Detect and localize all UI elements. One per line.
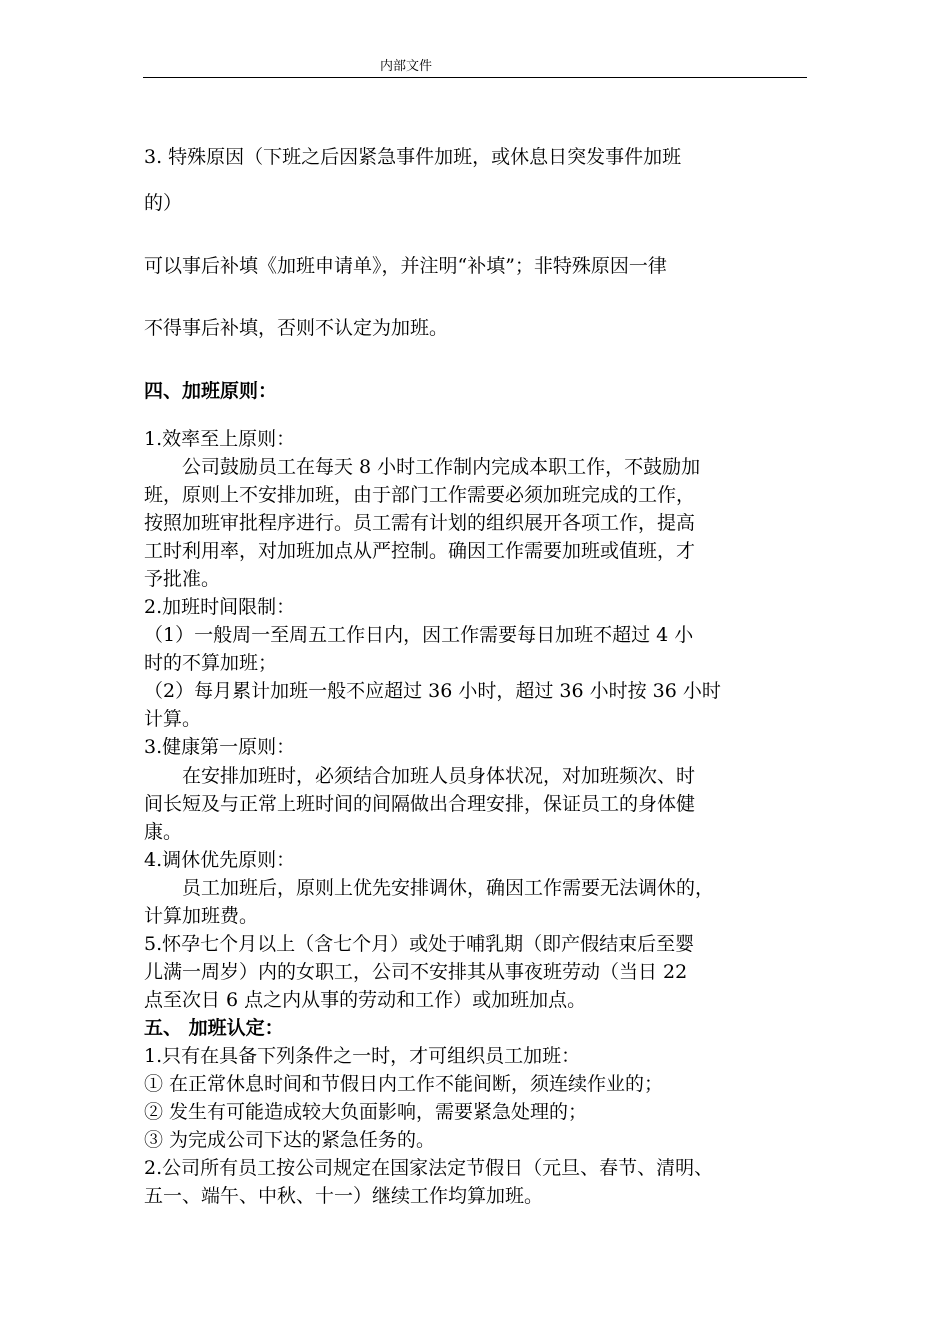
header-label: 内部文件 [380,59,433,74]
text-line: 4.调休优先原则： [144,849,296,871]
text-line: 予批准。 [144,568,221,590]
text-line: 5.怀孕七个月以上（含七个月）或处于哺乳期（即产假结束后至婴 [144,933,695,955]
text-line: 康。 [144,821,183,843]
text-line: 点至次日 6 点之内从事的劳动和工作）或加班加点。 [144,989,587,1011]
text-line: 时的不算加班； [144,652,278,674]
text-line: 员工加班后，原则上优先安排调休，确因工作需要无法调休的， [144,877,715,899]
text-line: 五一、端午、中秋、十一）继续工作均算加班。 [144,1185,544,1207]
text-line: 公司鼓励员工在每天 8 小时工作制内完成本职工作，不鼓励加 [144,456,701,478]
text-line: 1.只有在具备下列条件之一时，才可组织员工加班： [144,1045,581,1067]
text-line: 计算。 [144,708,202,730]
text-line: 按照加班审批程序进行。员工需有计划的组织展开各项工作，提高 [144,512,696,534]
text-line: 3.健康第一原则： [144,736,296,758]
text-line: ③ 为完成公司下达的紧急任务的。 [144,1129,436,1151]
text-line: 儿满一周岁）内的女职工，公司不安排其从事夜班劳动（当日 22 [144,961,688,983]
text-line: 的） [144,192,183,214]
text-line: 1.效率至上原则： [144,428,296,450]
text-line: 计算加班费。 [144,905,259,927]
text-line: 3. 特殊原因（下班之后因紧急事件加班，或休息日突发事件加班 [144,146,682,168]
page-header [143,58,807,78]
text-line: 在安排加班时，必须结合加班人员身体状况，对加班频次、时 [144,765,696,787]
text-line: 间长短及与正常上班时间的间隔做出合理安排，保证员工的身体健 [144,793,696,815]
section-heading: 四、加班原则： [144,380,278,402]
text-line: （2）每月累计加班一般不应超过 36 小时，超过 36 小时按 36 小时 [144,680,721,702]
text-line: 2.加班时间限制： [144,596,296,618]
text-line: 可以事后补填《加班申请单》，并注明“补填”；非特殊原因一律 [144,255,667,277]
text-line: ② 发生有可能造成较大负面影响，需要紧急处理的； [144,1101,588,1123]
text-line: 2.公司所有员工按公司规定在国家法定节假日（元旦、春节、清明、 [144,1157,714,1179]
text-line: ① 在正常休息时间和节假日内工作不能间断，须连续作业的； [144,1073,664,1095]
text-line: 不得事后补填，否则不认定为加班。 [144,317,449,339]
section-heading: 五、 加班认定： [144,1017,284,1039]
text-line: （1）一般周一至周五工作日内，因工作需要每日加班不超过 4 小 [144,624,694,646]
text-line: 班，原则上不安排加班，由于部门工作需要必须加班完成的工作， [144,484,696,506]
text-line: 工时利用率，对加班加点从严控制。确因工作需要加班或值班，才 [144,540,696,562]
